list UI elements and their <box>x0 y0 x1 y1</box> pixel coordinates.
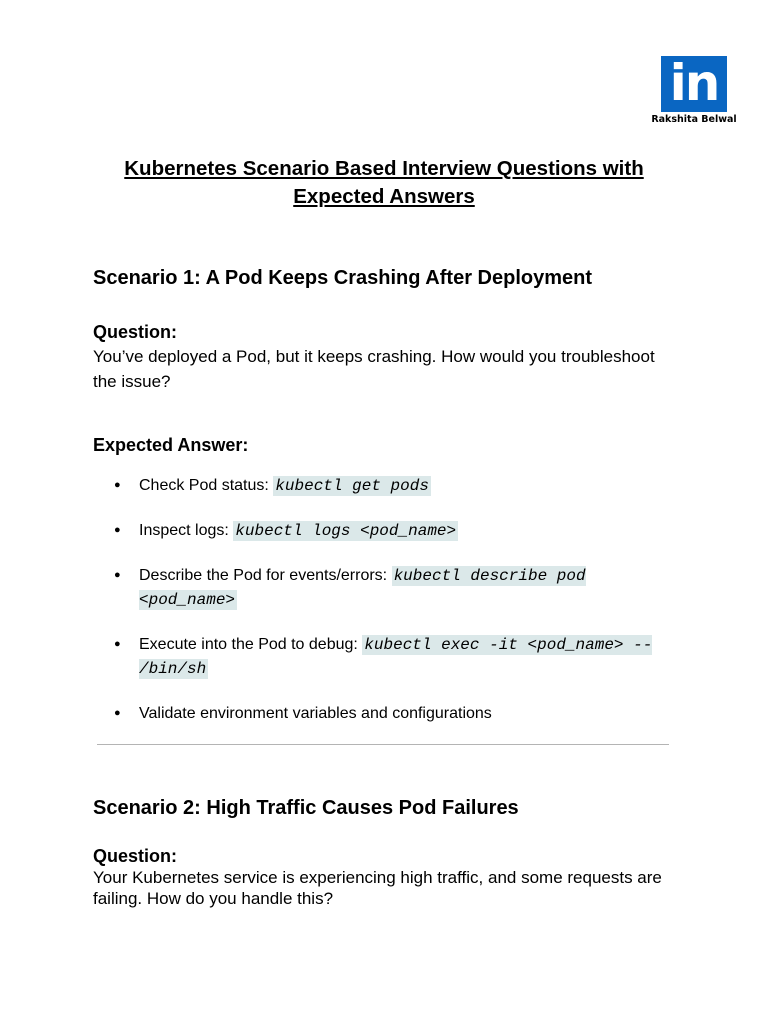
bullet-text: Check Pod status: <box>139 477 274 494</box>
answer-bullet <box>93 474 653 498</box>
bullet-text: Execute into the Pod to debug: <box>139 636 363 653</box>
scenario-1-heading: Scenario 1: A Pod Keeps Crashing After Deployment <box>93 267 592 289</box>
scenario-1-answer-label: Expected Answer: <box>93 435 249 455</box>
document-title: Kubernetes Scenario Based Interview Questions with Expected Answers <box>124 157 644 208</box>
author-name: Rakshita Belwal <box>651 114 737 125</box>
bullet-text: Inspect logs: <box>139 522 234 539</box>
scenario-2-question-text: Your Kubernetes service is experiencing high traffic, and some requests are failing. How do you handle this? <box>93 868 662 908</box>
linkedin-logo <box>649 56 739 125</box>
command-snippet: kubectl exec -it <pod_name> -- /bin/sh <box>139 636 653 678</box>
answer-bullet <box>93 633 653 681</box>
answer-bullet <box>93 564 653 612</box>
command-snippet: kubectl describe pod <pod_name> <box>139 567 586 609</box>
expected-answer-list <box>93 474 653 746</box>
bullet-text: Describe the Pod for events/errors: <box>139 567 392 584</box>
linkedin-icon: in <box>661 56 727 112</box>
command-snippet: kubectl get pods <box>275 477 429 495</box>
scenario-1-question-text: You’ve deployed a Pod, but it keeps crashing. How would you troubleshoot the issue? <box>93 347 655 391</box>
section-divider <box>97 744 669 745</box>
command-snippet: kubectl logs <pod_name> <box>235 522 457 540</box>
scenario-1-question-label: Question: <box>93 322 177 342</box>
scenario-2-heading: Scenario 2: High Traffic Causes Pod Failures <box>93 797 519 819</box>
answer-bullet <box>93 519 653 543</box>
answer-bullet <box>93 702 653 725</box>
bullet-text: Validate environment variables and configurations <box>139 705 492 722</box>
scenario-2-question-label: Question: <box>93 846 177 866</box>
